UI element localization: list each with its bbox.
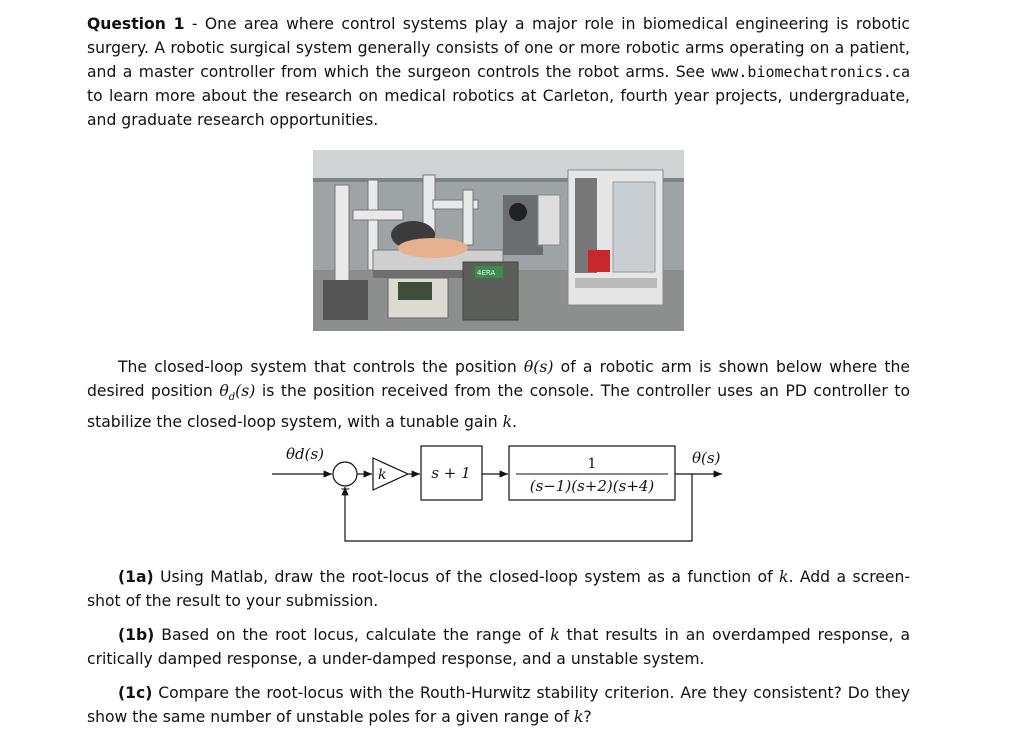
output-label: θ(s) bbox=[692, 449, 721, 467]
intro-text-2: to learn more about the research on medical robotics at Carleton, fourth year projects, undergraduate, and graduate research opportunities. bbox=[87, 87, 910, 129]
body-text-2: of a robotic arm is shown below where the desired position bbox=[87, 358, 910, 400]
minus-sign: − bbox=[340, 482, 351, 497]
part-1b: (1b) Based on the root locus, calculate the range of k that results in an overdamped response, a critically damped response, a under-damped response, and a unstable system. bbox=[87, 626, 911, 668]
body-text-4: . bbox=[512, 413, 518, 432]
part-1a: (1a) Using Matlab, draw the root-locus of the closed-loop system as a function of k. Add a screen-shot of the result to your submission. bbox=[87, 568, 910, 610]
plant-numerator: 1 bbox=[587, 456, 597, 472]
biomechatronics-link[interactable]: www.biomechatronics.ca bbox=[711, 63, 910, 81]
part-1b-label: (1b) bbox=[118, 626, 155, 644]
gain-label: k bbox=[378, 467, 387, 483]
theta-d-symbol: $\theta_d(s)$ bbox=[219, 382, 256, 404]
part-1a-label: (1a) bbox=[118, 568, 154, 586]
part-1c: (1c) Compare the root-locus with the Routh-Hurwitz stability criterion. Are they consistent? Do they show the same number of unstable poles for a given range of k? bbox=[87, 684, 910, 726]
closed-loop-description bbox=[87, 355, 910, 434]
question-intro bbox=[87, 12, 910, 132]
pd-block-label: s + 1 bbox=[431, 464, 471, 482]
equipment-sign: 4ERA bbox=[477, 269, 496, 277]
robotic-surgery-photo bbox=[313, 150, 684, 331]
body-text-1: The closed-loop system that controls the position bbox=[118, 358, 524, 376]
question-label: Question 1 bbox=[87, 15, 185, 33]
input-label: θd(s) bbox=[286, 445, 325, 463]
theta-symbol: θ(s) bbox=[523, 358, 554, 376]
plant-denominator: (s−1)(s+2)(s+4) bbox=[529, 477, 655, 495]
intro-text-1: - One area where control systems play a major role in biomedical engineering is robotic surgery. A robotic surgical system generally consists of one or more robotic arms operating on a patient, and a master controller from which the surgeon controls the robot arms. See bbox=[87, 15, 910, 81]
k-symbol: k bbox=[502, 413, 513, 432]
body-text-3: is the position received from the console. The controller uses an PD controller to stabilize the closed-loop system, with a tunable gain bbox=[87, 382, 910, 432]
part-1c-label: (1c) bbox=[118, 684, 153, 702]
block-diagram bbox=[260, 438, 730, 548]
